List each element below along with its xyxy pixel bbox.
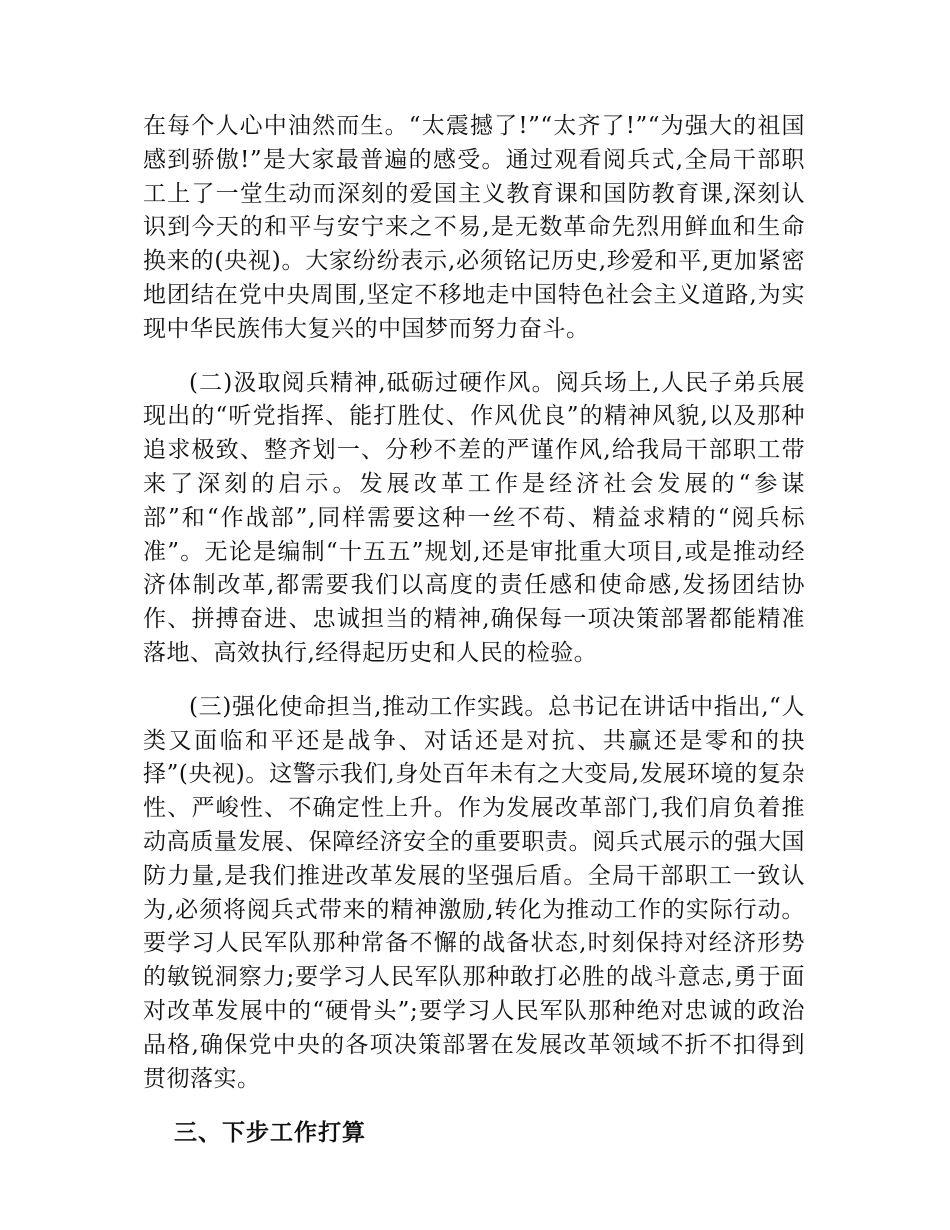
document-body (143, 110, 805, 1150)
section-heading-next-steps: 三、下步工作打算 (174, 1120, 366, 1147)
paragraph-section-2: (二)汲取阅兵精神,砥砺过硬作风。阅兵场上,人民子弟兵展现出的“听党指挥、能打胜仗、作风优良”的精神风貌,以及那种追求极致、整齐划一、分秒不差的严谨作风,给我局干部职工带来了深刻的启示。发展改革工作是经济社会发展的“参谋部”和“作战部”,同样需要这种一丝不苟、精益求精的“阅兵标准”。无论是编制“十五五”规划,还是审批重大项目,或是推动经济体制改革,都需要我们以高度的责任感和使命感,发扬团结协作、拼搏奋进、忠诚担当的精神,确保每一项决策部署都能精准落地、高效执行,经得起历史和人民的检验。 (143, 369, 805, 666)
paragraph-section-3: (三)强化使命担当,推动工作实践。总书记在讲话中指出,“人类又面临和平还是战争、对话还是对抗、共赢还是零和的抉择”(央视)。这警示我们,身处百年未有之大变局,发展环境的复杂性、严峻性、不确定性上升。作为发展改革部门,我们肩负着推动高质量发展、保障经济安全的重要职责。阅兵式展示的强大国防力量,是我们推进改革发展的坚强后盾。全局干部职工一致认为,必须将阅兵式带来的精神激励,转化为推动工作的实际行动。要学习人民军队那种常备不懈的战备状态,时刻保持对经济形势的敏锐洞察力;要学习人民军队那种敢打必胜的战斗意志,勇于面对改革发展中的“硬骨头”;要学习人民军队那种绝对忠诚的政治品格,确保党中央的各项决策部署在发展改革领域不折不扣得到贯彻落实。 (143, 693, 805, 1092)
paragraph-continuation: 在每个人心中油然而生。“太震撼了!”“太齐了!”“为强大的祖国感到骄傲!”是大家最普遍的感受。通过观看阅兵式,全局干部职工上了一堂生动而深刻的爱国主义教育课和国防教育课,深刻认识到今天的和平与安宁来之不易,是无数革命先烈用鲜血和生命换来的(央视)。大家纷纷表示,必须铭记历史,珍爱和平,更加紧密地团结在党中央周围,坚定不移地走中国特色社会主义道路,为实现中华民族伟大复兴的中国梦而努力奋斗。 (143, 113, 805, 342)
